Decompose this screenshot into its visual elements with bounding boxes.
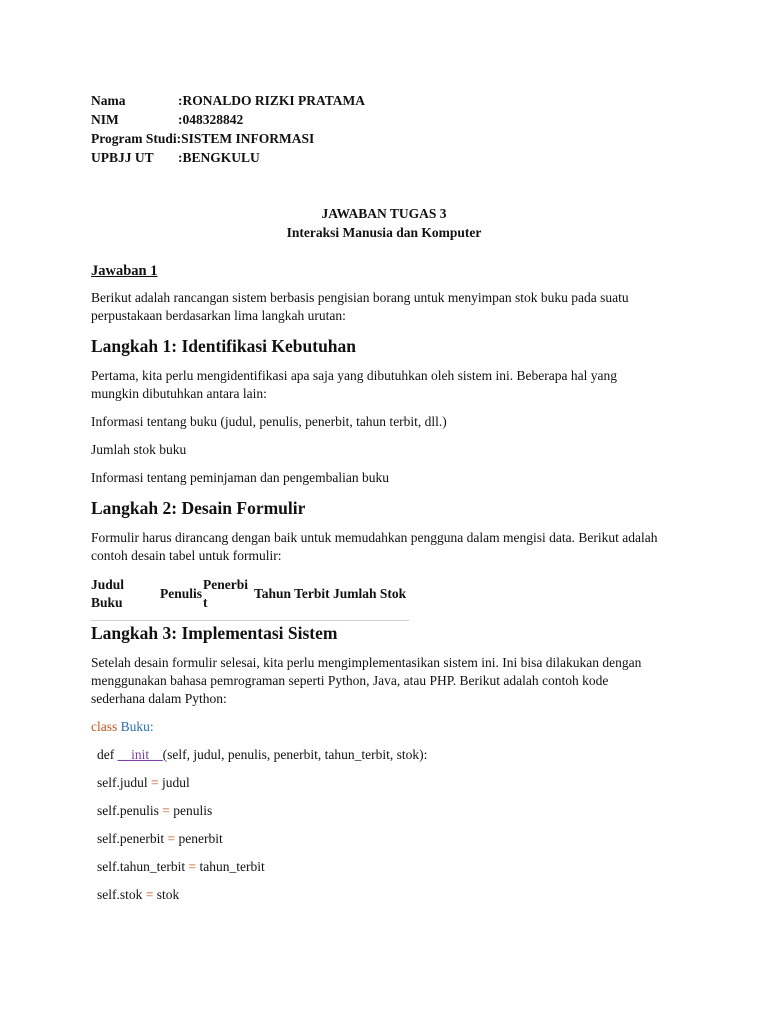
nim-label: NIM <box>91 112 119 127</box>
code-attr: self.tahun_terbit <box>97 859 186 874</box>
code-attr: self.penulis <box>97 803 159 818</box>
col-jumlah-stok: Jumlah Stok <box>333 586 407 601</box>
step1-heading: Langkah 1: Identifikasi Kebutuhan <box>91 336 357 356</box>
code-init-params: (self, judul, penulis, penerbit, tahun_terbit, stok): <box>162 747 428 762</box>
code-attr: self.penerbit <box>97 831 165 846</box>
doc-subtitle: Interaksi Manusia dan Komputer <box>286 225 482 240</box>
upbjj-value: :BENGKULU <box>178 150 260 165</box>
step2-para-line-2: contoh desain tabel untuk formulir: <box>91 548 282 563</box>
step2-para-line-1: Formulir harus dirancang dengan baik untuk memudahkan pengguna dalam mengisi data. Berikut adalah <box>91 530 658 545</box>
code-line-1 <box>91 718 154 736</box>
upbjj-label: UPBJJ UT <box>91 150 154 165</box>
step1-item-3: Informasi tentang peminjaman dan pengembalian buku <box>91 470 390 485</box>
code-keyword-class: class <box>91 719 118 734</box>
step3-para-line-1: Setelah desain formulir selesai, kita perlu mengimplementasikan sistem ini. Ini bisa dilakukan dengan <box>91 655 642 670</box>
step1-para-line-1: Pertama, kita perlu mengidentifikasi apa saja yang dibutuhkan oleh sistem ini. Beberapa hal yang <box>91 368 617 383</box>
code-line-4 <box>97 802 212 820</box>
code-line-5 <box>97 830 223 848</box>
step3-heading: Langkah 3: Implementasi Sistem <box>91 623 338 643</box>
step1-item-2: Jumlah stok buku <box>91 442 187 457</box>
code-value: stok <box>156 887 180 902</box>
doc-title: JAWABAN TUGAS 3 <box>321 206 447 221</box>
code-class-colon: : <box>149 719 154 734</box>
col-judul-line-1: Judul <box>91 577 125 592</box>
code-operator: = <box>188 859 197 874</box>
prodi-label: Program Studi <box>91 131 177 146</box>
col-penerbit-line-1: Penerbi <box>203 577 248 592</box>
step1-item-1: Informasi tentang buku (judul, penulis, penerbit, tahun terbit, dll.) <box>91 414 447 429</box>
nim-value: :048328842 <box>178 112 244 127</box>
code-keyword-def: def <box>97 747 115 762</box>
code-line-2 <box>97 746 427 764</box>
code-operator: = <box>151 775 159 790</box>
code-line-7 <box>97 886 179 904</box>
prodi-value: :SISTEM INFORMASI <box>176 131 315 146</box>
code-attr: self.stok <box>97 887 143 902</box>
code-operator: = <box>167 831 176 846</box>
intro-line-2: perpustakaan berdasarkan lima langkah urutan: <box>91 308 346 323</box>
nama-value: :RONALDO RIZKI PRATAMA <box>178 93 365 108</box>
col-judul-line-2: Buku <box>91 595 123 610</box>
code-operator: = <box>145 887 154 902</box>
step2-heading: Langkah 2: Desain Formulir <box>91 498 306 518</box>
code-value: penerbit <box>178 831 223 846</box>
code-line-6 <box>97 858 265 876</box>
table-divider <box>91 620 409 621</box>
code-value: judul <box>162 775 190 790</box>
code-attr: self.judul <box>97 775 148 790</box>
section-title: Jawaban 1 <box>91 263 158 279</box>
col-penerbit-line-2: t <box>203 595 208 610</box>
col-tahun-terbit: Tahun Terbit <box>254 586 330 601</box>
code-init-name: __init__ <box>117 747 163 762</box>
code-line-3 <box>97 774 190 792</box>
code-value: tahun_terbit <box>199 859 265 874</box>
step1-para-line-2: mungkin dibutuhkan antara lain: <box>91 386 267 401</box>
code-value: penulis <box>173 803 213 818</box>
code-operator: = <box>162 803 170 818</box>
code-class-name: Buku <box>120 719 150 734</box>
step3-para-line-3: sederhana dalam Python: <box>91 691 227 706</box>
col-penulis: Penulis <box>160 586 203 601</box>
nama-label: Nama <box>91 93 126 108</box>
step3-para-line-2: menggunakan bahasa pemrograman seperti Python, Java, atau PHP. Berikut adalah contoh kode <box>91 673 609 688</box>
intro-line-1: Berikut adalah rancangan sistem berbasis pengisian borang untuk menyimpan stok buku pada suatu <box>91 290 629 305</box>
prodi-line <box>91 130 314 148</box>
